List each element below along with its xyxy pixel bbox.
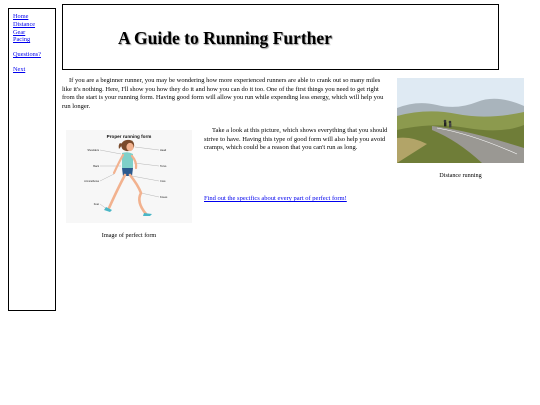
distance-running-photo (397, 78, 524, 163)
running-form-figure (66, 130, 192, 239)
label-head: Head (160, 149, 167, 152)
running-form-infographic (66, 130, 192, 223)
label-arms-elbows: Arms/elbows (84, 180, 99, 183)
nav-spacer (13, 44, 55, 51)
nav-spacer (13, 59, 55, 66)
form-caption: Image of perfect form (101, 232, 157, 239)
infographic-title: Proper running form (106, 134, 152, 139)
page-header (62, 4, 499, 70)
label-torso: Torso (160, 165, 167, 168)
nav-link-pacing[interactable]: Pacing (13, 36, 31, 44)
sidebar-nav (8, 8, 56, 311)
intro-paragraph: If you are a beginner runner, you may be wondering how more experienced runners are able to crank out so many miles like it's nothing. Here, I'll show you how they do it and how you can do it too. One of the first things you need to get right from the start is your running form. Having good form will allow you run while expending less energy, which will help you run longer. (62, 77, 384, 110)
distance-caption: Distance running (439, 172, 482, 179)
label-feet: Feet (93, 203, 99, 206)
page-title: A Guide to Running Further (118, 28, 332, 48)
label-knees: Knees (160, 196, 168, 199)
label-core: Core (160, 180, 166, 183)
nav-link-home[interactable]: Home (13, 13, 29, 20)
nav-link-distance[interactable]: Distance (13, 20, 36, 28)
nav-link-next[interactable]: Next (13, 65, 26, 73)
nav-link-gear[interactable]: Gear (13, 28, 26, 36)
distance-figure (397, 78, 524, 179)
label-shoulders: Shoulders (87, 149, 99, 152)
form-details-link[interactable]: Find out the specifics about every part of perfect form! (204, 195, 347, 202)
nav-link-questions[interactable]: Questions? (13, 51, 41, 59)
label-back: Back (93, 165, 99, 168)
form-paragraph: Take a look at this picture, which shows everything that you should strive to have. Having this type of good form will also help you avoid cramps, which could be a reason that you can't run as long. (204, 127, 388, 151)
